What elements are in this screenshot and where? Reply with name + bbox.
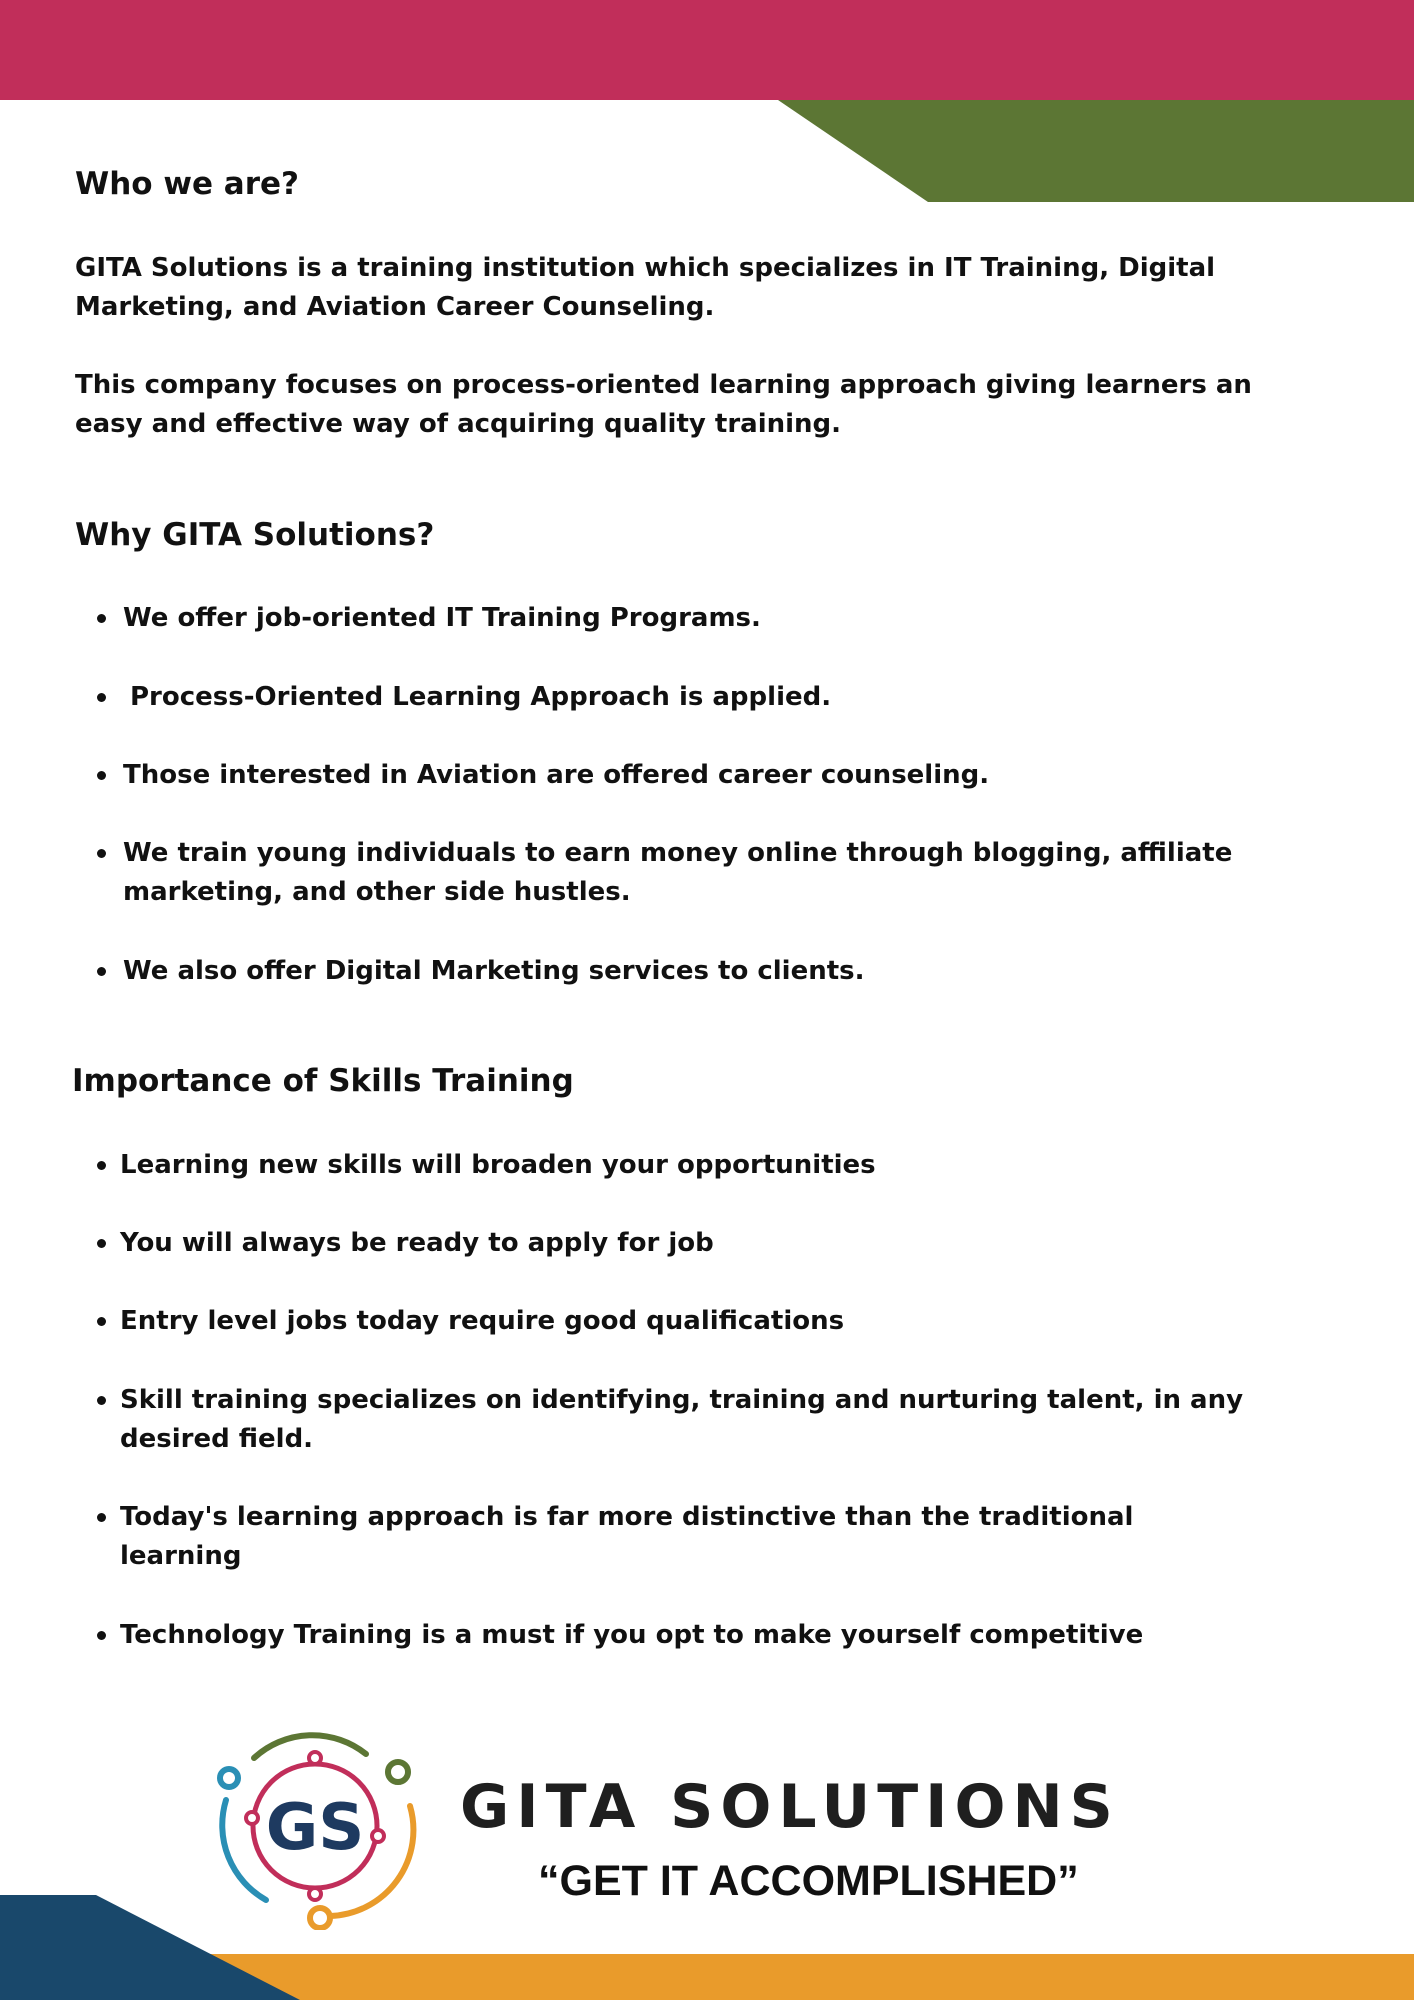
list-item: Skill training specializes on identifying, training and nurturing talent, in any desired field. — [120, 1381, 1250, 1459]
bottom-color-accent — [0, 1890, 1414, 2000]
about-paragraph-2: This company focuses on process-oriented learning approach giving learners an easy and effective way of acquiring quality training. — [75, 370, 1252, 439]
bullet-dot-icon — [97, 849, 106, 858]
bullet-dot-icon — [97, 1513, 106, 1522]
bullet-dot-icon — [97, 693, 106, 702]
list-item: Today's learning approach is far more distinctive than the traditional learning — [120, 1498, 1250, 1576]
list-item: You will always be ready to apply for job — [120, 1224, 1250, 1263]
list-item: Technology Training is a must if you opt to make yourself competitive — [120, 1616, 1250, 1655]
logo-monogram: GS — [265, 1791, 365, 1865]
bullet-dot-icon — [97, 1396, 106, 1405]
list-item: Learning new skills will broaden your opportunities — [120, 1146, 1250, 1185]
who-we-are-heading: Who we are? — [75, 166, 300, 202]
list-item: We also offer Digital Marketing services to clients. — [123, 952, 1253, 991]
list-item: Process-Oriented Learning Approach is applied. — [130, 678, 1260, 717]
brand-name: GITA SOLUTIONS — [460, 1772, 1120, 1842]
bullet-dot-icon — [97, 967, 106, 976]
bullet-dot-icon — [97, 1239, 106, 1248]
list-item: We train young individuals to earn money online through blogging, affiliate marketing, and other side hustles. — [123, 834, 1253, 912]
bullet-dot-icon — [97, 1317, 106, 1326]
list-item: We offer job-oriented IT Training Programs. — [123, 599, 1253, 638]
bullet-dot-icon — [97, 614, 106, 623]
importance-heading: Importance of Skills Training — [72, 1063, 574, 1099]
about-paragraph-1: GITA Solutions is a training institution which specializes in IT Training, Digital Marketing, and Aviation Career Counseling. — [75, 253, 1216, 322]
bullet-dot-icon — [97, 1631, 106, 1640]
bullet-dot-icon — [97, 771, 106, 780]
list-item: Entry level jobs today require good qualifications — [120, 1302, 1250, 1341]
bullet-dot-icon — [97, 1161, 106, 1170]
list-item: Those interested in Aviation are offered career counseling. — [123, 756, 1253, 795]
why-gita-heading: Why GITA Solutions? — [75, 517, 435, 553]
brand-tagline: “GET IT ACCOMPLISHED” — [538, 1857, 1079, 1905]
